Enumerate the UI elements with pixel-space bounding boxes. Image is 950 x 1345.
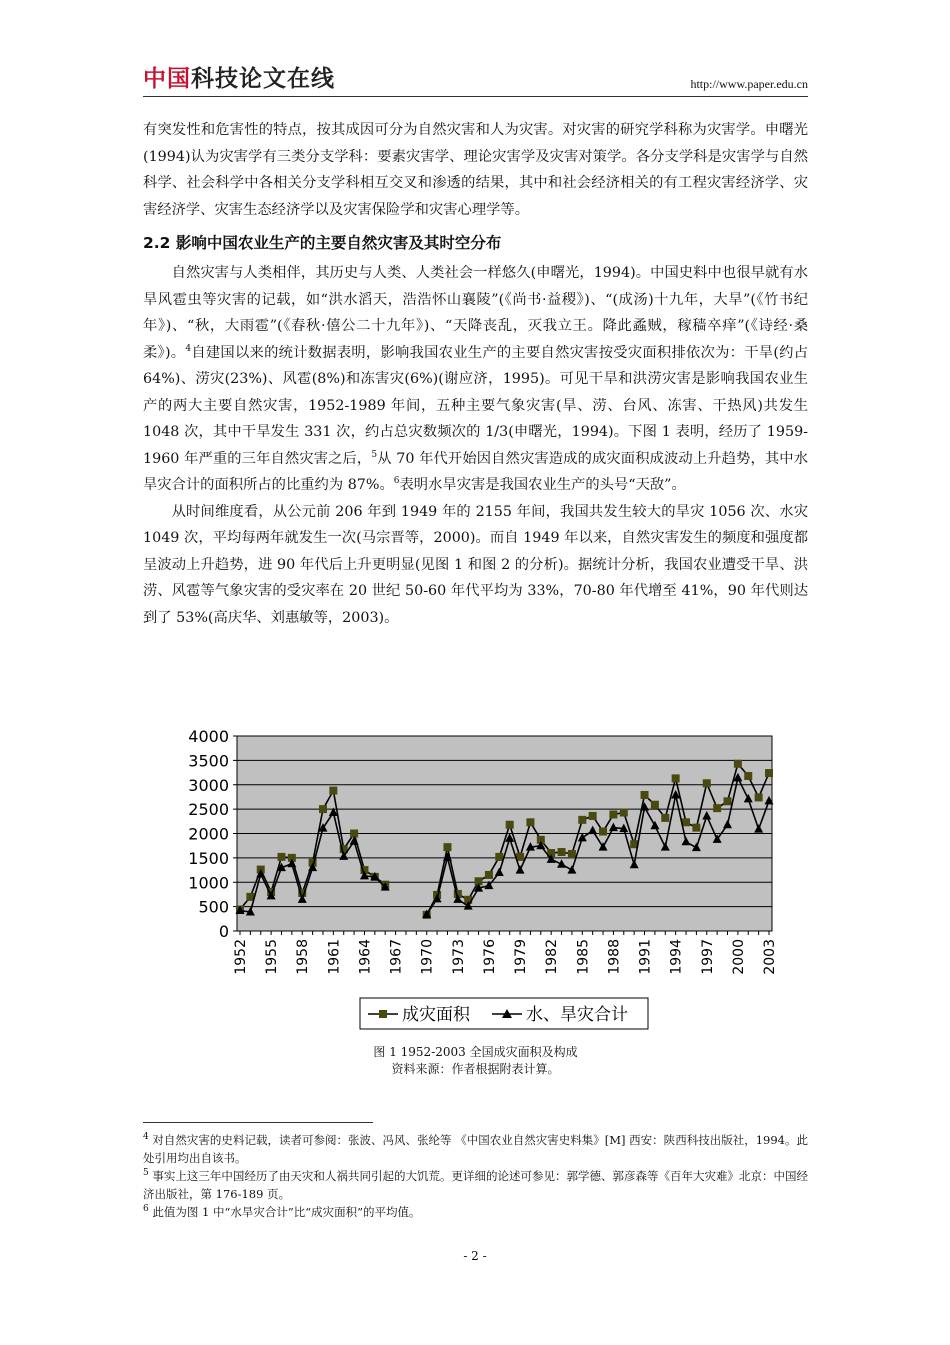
footnote-ref-6[interactable]: 6 (393, 476, 400, 487)
series-1-point-1972 (443, 843, 451, 851)
y-axis (188, 727, 237, 941)
series-1-point-1963 (350, 830, 358, 838)
logo-dark-text: 科技论文在线 (191, 66, 335, 92)
series-1-point-2002 (755, 793, 763, 801)
series-1-point-1986 (589, 812, 597, 820)
series-1-point-1984 (568, 850, 576, 858)
series-1-point-1992 (651, 801, 659, 809)
x-tick-label: 2003 (762, 939, 778, 975)
page-number: - 2 - (463, 1249, 487, 1263)
footnote-ref-4[interactable]: 4 (185, 343, 192, 354)
series-1-point-1998 (713, 804, 721, 812)
footnotes (143, 1132, 808, 1223)
y-tick-label: 3500 (188, 751, 229, 771)
line-chart-svg (170, 726, 780, 1036)
x-tick-label: 1982 (544, 939, 561, 975)
x-tick-label: 1985 (575, 939, 592, 975)
x-tick-label: 1976 (481, 939, 498, 975)
footnote-4-number: 4 (143, 1132, 149, 1143)
legend-label-series-2: 水、旱灾合计 (526, 1005, 628, 1025)
paragraph-2-part-a: 自然灾害与人类相伴，其历史与人类、人类社会一样悠久(申曙光，1994)。中国史料中也很早就有水旱风雹虫等灾害的记载，如“洪水滔天，浩浩怀山襄陵”(《尚书·益稷》)、“(成汤)十九年，大旱”(《竹书纪年》)、“秋，大雨雹”(《春秋·僖公二十九年》)、“天降丧乱，灭我立王。降此蟊贼，稼穑卒痒”(《诗经·桑柔》)。 (143, 265, 808, 361)
footnote-6-number: 6 (143, 1204, 149, 1215)
legend-label-series-1: 成灾面积 (402, 1005, 470, 1025)
logo-red-text: 中国 (143, 66, 191, 92)
journal-logo (143, 66, 335, 92)
chart-legend (360, 998, 648, 1029)
series-1-point-1961 (329, 787, 337, 795)
y-tick-label: 1000 (188, 873, 229, 893)
paragraph-3: 从时间维度看，从公元前 206 年到 1949 年的 2155 年间，我国共发生较大的旱灾 1056 次、水灾 1049 次，平均每两年就发生一次(马宗晋等，2000)。而自 1949 年以来，自然灾害发生的频度和强度都呈波动上升趋势，进 90 年代后上升更明显(见图 1 和图 2 的分析)。据统计分析，我国农业遭受干旱、洪涝、风雹等气象灾害的受灾率在 20 世纪 50-60 年代平均为 33%，70-80 年代增至 41%，90 年代则达到了 53%(高庆华、刘惠敏等，2003)。 (143, 503, 808, 626)
series-1-point-1983 (558, 848, 566, 856)
x-tick-label: 1970 (419, 939, 436, 975)
paragraph-2-part-c: 从 70 年代开始因自然灾害造成的成灾面积成波动上升趋势，其中水旱灾合计的面积所占的比重约为 87%。 (143, 450, 808, 493)
series-1-point-1994 (672, 774, 680, 782)
paragraph-2 (143, 260, 808, 499)
x-tick-label: 1973 (450, 939, 467, 975)
series-1-point-1993 (661, 814, 669, 822)
x-tick-label: 1997 (699, 939, 716, 975)
footnote-4-text: 对自然灾害的史料记载，读者可参阅：张波、冯风、张纶等 《中国农业自然灾害史料集》[M] 西安：陕西科技出版社，1994。此处引用均出自该书。 (143, 1133, 809, 1165)
header-url[interactable]: http://www.paper.edu.cn (690, 77, 808, 91)
figure-1-chart (170, 726, 780, 1036)
series-1-point-1999 (724, 797, 732, 805)
y-tick-label: 2000 (188, 824, 229, 844)
paragraph-2-part-b: 自建国以来的统计数据表明，影响我国农业生产的主要自然灾害按受灾面积排依次为：干旱(约占 64%)、涝灾(23%)、风雹(8%)和冻害灾(6%)(谢应济，1995)。可见干旱和洪涝灾害是影响我国农业生产的两大主要自然灾害，1952-1989 年间，五种主要气象灾害(旱、涝、台风、冻害、干热风)共发生 1048 次，其中干旱发生 331 次，约占总灾数频次的 1/3(申曙光，1994)。下图 1 表明，经历了 1959-1960 年严重的三年自然灾害之后， (143, 344, 808, 467)
footnote-5-number: 5 (143, 1168, 149, 1179)
x-tick-label: 1958 (295, 939, 312, 975)
series-1-point-1977 (495, 853, 503, 861)
legend-marker-series-1 (379, 1010, 387, 1018)
series-1-point-1985 (578, 816, 586, 824)
series-1-point-1960 (319, 805, 327, 813)
footnote-4 (143, 1132, 808, 1167)
body-text (143, 117, 808, 631)
y-tick-label: 4000 (188, 727, 229, 746)
series-1-point-1980 (526, 818, 534, 826)
x-tick-label: 1994 (668, 939, 685, 975)
footnote-divider (143, 1122, 373, 1123)
series-1-point-1996 (692, 824, 700, 832)
y-tick-label: 500 (198, 897, 229, 917)
x-tick-label: 1955 (264, 939, 281, 975)
footnote-5 (143, 1168, 808, 1203)
series-1-point-1956 (277, 853, 285, 861)
footnote-6 (143, 1204, 808, 1222)
series-1-point-1978 (506, 821, 514, 829)
series-1-point-1991 (641, 791, 649, 799)
series-1-point-1987 (599, 828, 607, 836)
x-tick-label: 1967 (388, 939, 405, 975)
series-1-point-1976 (485, 871, 493, 879)
series-1-point-2001 (744, 772, 752, 780)
x-tick-label: 1988 (606, 939, 623, 975)
y-tick-label: 2500 (188, 800, 229, 820)
x-tick-label: 1964 (357, 939, 374, 975)
x-tick-label: 2000 (730, 939, 747, 975)
x-tick-label: 1979 (513, 939, 530, 975)
paragraph-1: 有突发性和危害性的特点，按其成因可分为自然灾害和人为灾害。对灾害的研究学科称为灾害学。申曙光(1994)认为灾害学有三类分支学科：要素灾害学、理论灾害学及灾害对策学。各分支学科是灾害学与自然科学、社会科学中各相关分支学科相互交叉和渗透的结果，其中和社会经济相关的有工程灾害经济学、灾害经济学、灾害生态经济学以及灾害保险学和灾害心理学等。 (143, 122, 808, 218)
section-title: 2.2 影响中国农业生产的主要自然灾害及其时空分布 (143, 234, 502, 252)
series-1-point-1989 (620, 809, 628, 817)
x-axis (233, 931, 778, 975)
x-tick-label: 1952 (233, 939, 249, 975)
page-header (143, 66, 808, 97)
figure-source: 资料来源：作者根据附表计算。 (391, 1062, 560, 1076)
y-tick-label: 0 (218, 922, 229, 941)
y-tick-label: 1500 (188, 848, 229, 868)
series-1-point-1997 (703, 779, 711, 787)
figure-caption: 图 1 1952-2003 全国成灾面积及构成 (373, 1045, 578, 1059)
series-1-point-1988 (609, 810, 617, 818)
series-1-point-2003 (765, 769, 773, 777)
footnote-5-text: 事实上这三年中国经历了由天灾和人祸共同引起的大饥荒。更详细的论述可参见：郭学德、郭彦森等《百年大灾难》北京：中国经济出版社，第 176-189 页。 (143, 1169, 809, 1201)
series-1-point-1995 (682, 818, 690, 826)
x-tick-label: 1961 (326, 939, 343, 975)
footnote-ref-5[interactable]: 5 (371, 449, 378, 460)
x-tick-label: 1991 (637, 939, 654, 975)
series-1-point-2000 (734, 760, 742, 768)
y-tick-label: 3000 (188, 775, 229, 795)
footnote-6-text: 此值为图 1 中“水旱灾合计”比“成灾面积”的平均值。 (152, 1205, 421, 1219)
paragraph-2-part-d: 表明水旱灾害是我国农业生产的头号“天敌”。 (399, 477, 686, 493)
